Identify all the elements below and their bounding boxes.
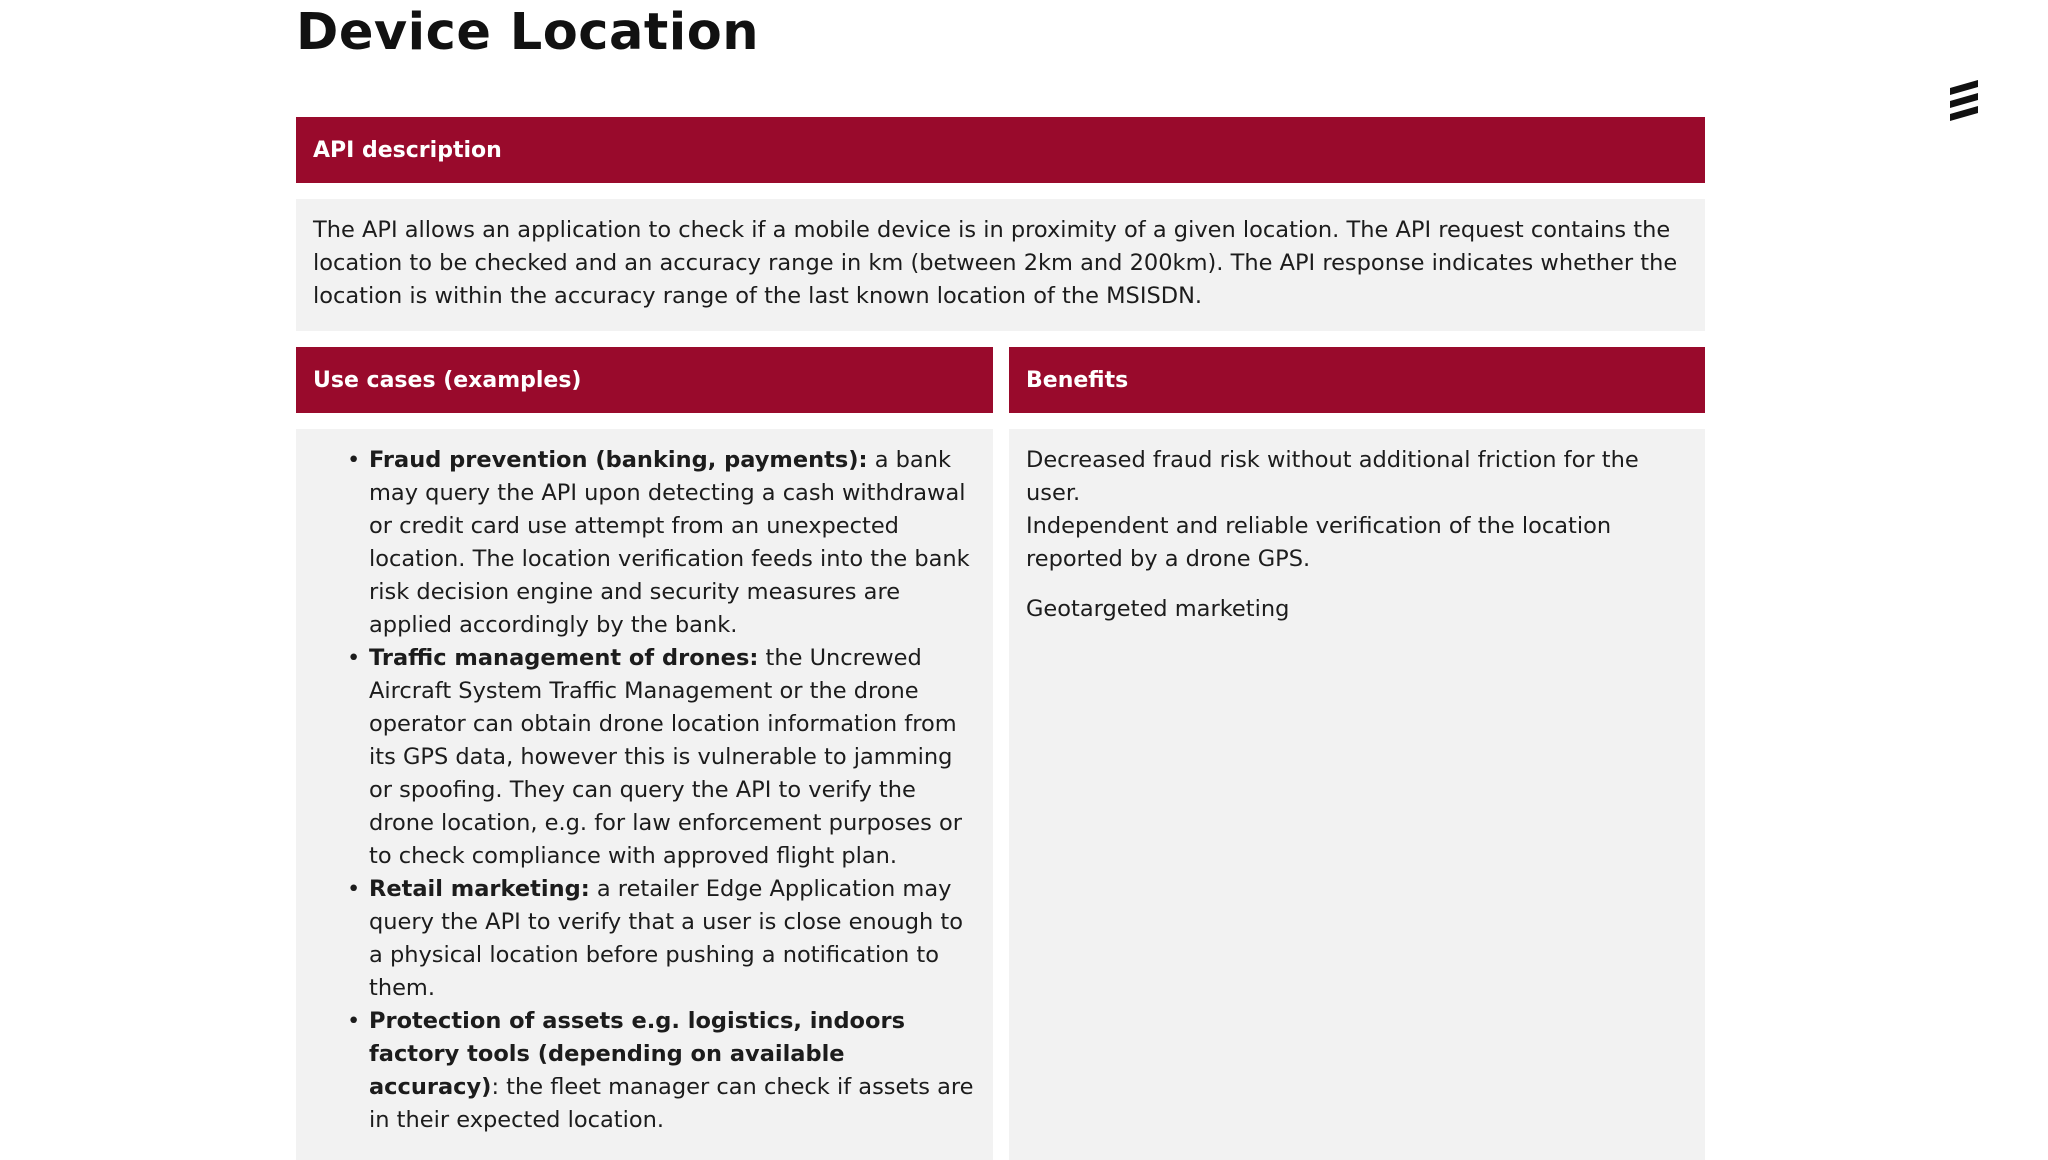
- benefits-header-label: Benefits: [1026, 367, 1129, 393]
- list-item: [347, 873, 981, 1005]
- benefit-item: Geotargeted marketing: [1026, 596, 1290, 622]
- bullet-icon: •: [347, 876, 361, 902]
- api-description-header-label: API description: [313, 137, 502, 163]
- benefit-item: Independent and reliable verification of the location reported by a drone GPS.: [1026, 513, 1612, 572]
- bullet-icon: •: [347, 645, 361, 671]
- benefit-item: Decreased fraud risk without additional friction for the user.: [1026, 447, 1639, 506]
- ericsson-logo-icon: [1944, 78, 1984, 126]
- use-cases-panel: [296, 429, 993, 1160]
- use-case-lead: Fraud prevention (banking, payments):: [369, 447, 868, 473]
- use-case-text: : the fleet manager can check if assets are in their expected location.: [369, 1074, 974, 1133]
- benefits-panel: [1009, 429, 1705, 1160]
- use-cases-list: [296, 444, 981, 1137]
- use-case-text: a retailer Edge Application may query the API to verify that a user is close enough to a physical location before pushing a notification to them.: [369, 876, 963, 1001]
- use-case-lead: Traffic management of drones:: [369, 645, 759, 671]
- use-case-text: a bank may query the API upon detecting a cash withdrawal or credit card use attempt from an unexpected location. The location verification feeds into the bank risk decision engine and security measures are applied accordingly by the bank.: [369, 447, 970, 638]
- api-description-panel: [296, 199, 1705, 331]
- use-cases-header: [296, 347, 993, 413]
- use-case-lead: Retail marketing:: [369, 876, 590, 902]
- use-case-lead: Protection of assets e.g. logistics, indoors factory tools (depending on available accuracy): [369, 1008, 905, 1100]
- page-title: Device Location: [296, 3, 760, 62]
- use-cases-header-label: Use cases (examples): [313, 367, 582, 393]
- bullet-icon: •: [347, 1008, 361, 1034]
- api-description-header: [296, 117, 1705, 183]
- list-item: [347, 642, 981, 873]
- bullet-icon: •: [347, 447, 361, 473]
- benefits-header: [1009, 347, 1705, 413]
- use-case-text: the Uncrewed Aircraft System Traffic Management or the drone operator can obtain drone location information from its GPS data, however this is vulnerable to jamming or spoofing. They can query the API to verify the drone location, e.g. for law enforcement purposes or to check compliance with approved flight plan.: [369, 645, 962, 869]
- list-item: [347, 444, 981, 642]
- api-description-text: The API allows an application to check if a mobile device is in proximity of a given location. The API request contains the location to be checked and an accuracy range in km (between 2km and 200km). The API response indicates whether the location is within the accuracy range of the last known location of the MSISDN.: [313, 217, 1678, 309]
- list-item: [347, 1005, 981, 1137]
